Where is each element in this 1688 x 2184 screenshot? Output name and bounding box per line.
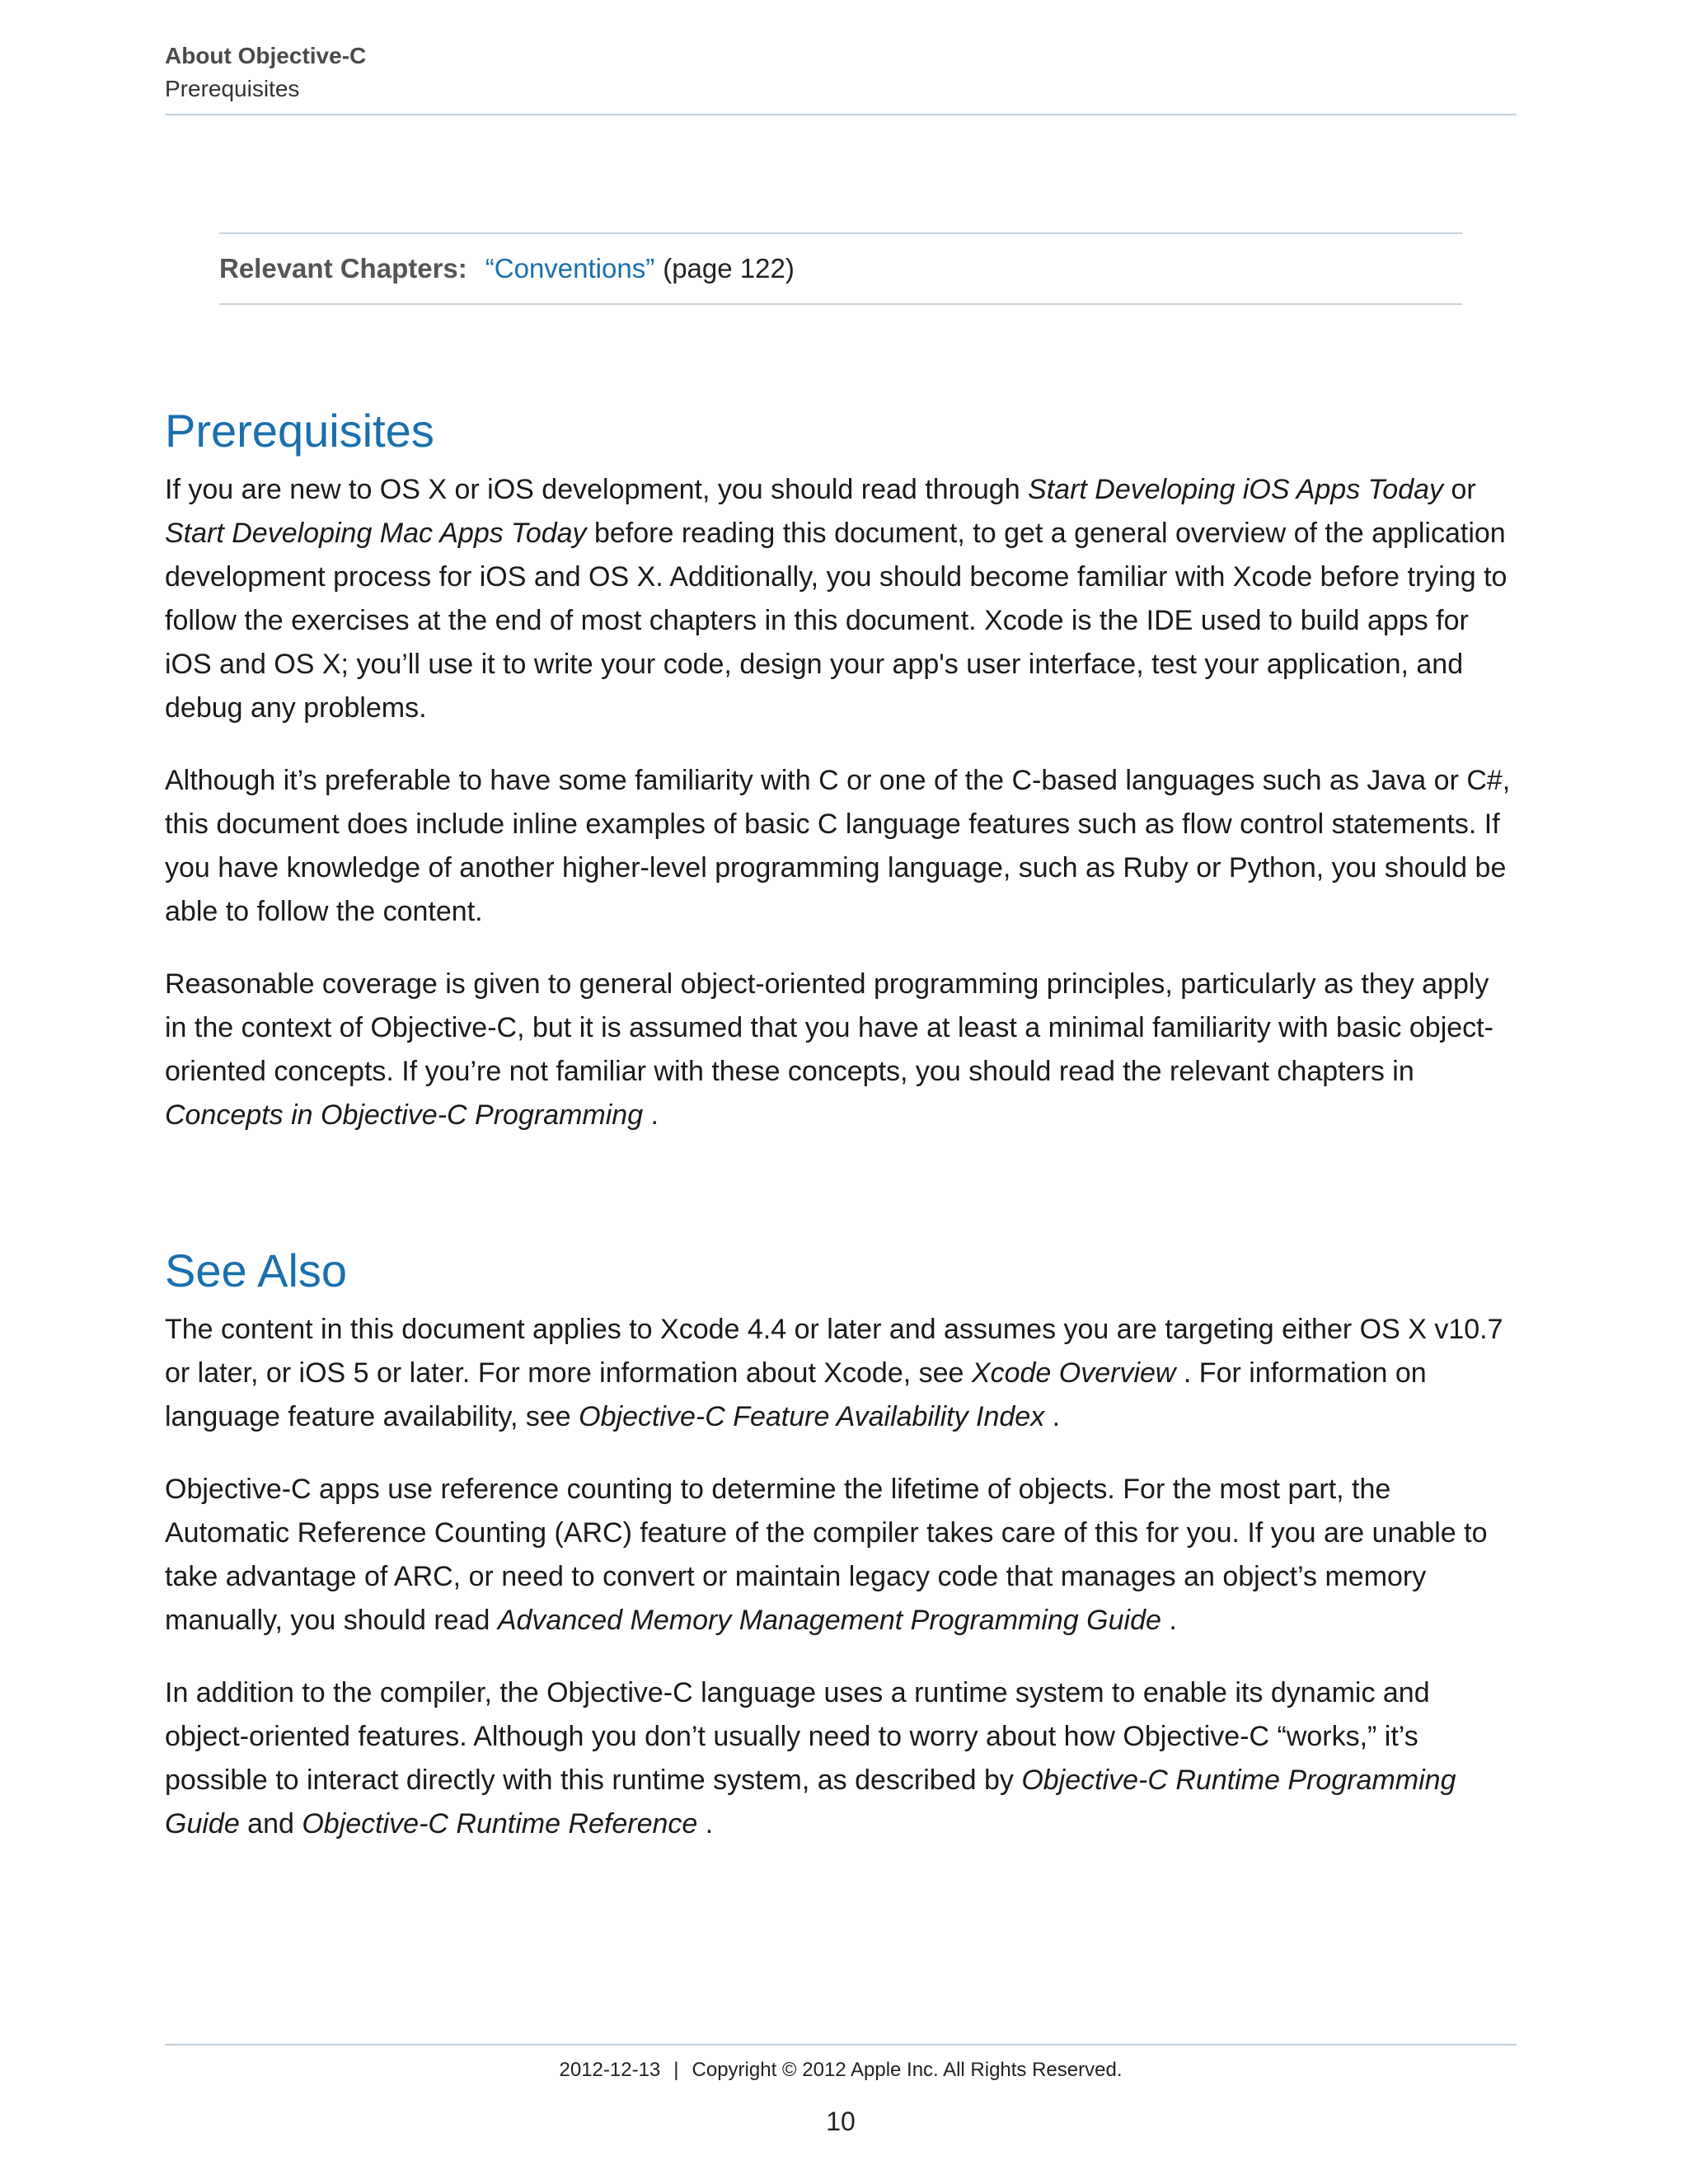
prerequisites-paragraph-1: If you are new to OS X or iOS development, you should read through Start Developing iOS Apps Today or Start Developing Mac Apps Today before reading this document, to get a general overview of the application development process for iOS and OS X. Additionally, you should become familiar with Xcode before trying to follow the exercises at the end of most chapters in this document. Xcode is the IDE used to build apps for iOS and OS X; you’ll use it to write your code, design your app's user interface, test your application, and debug any problems. <box>165 474 1507 724</box>
feature-availability-link[interactable]: Objective-C Feature Availability Index <box>579 1401 1045 1432</box>
section-spacer <box>165 1166 1518 1242</box>
relevant-chapters-box <box>219 232 1462 305</box>
conventions-page-ref: (page 122) <box>663 253 795 284</box>
see-also-paragraph-1: The content in this document applies to Xcode 4.4 or later and assumes you are targeting either OS X v10.7 or later, or iOS 5 or later. For more information about Xcode, see Xcode Overview . For information on language feature availability, see Objective-C Feature Availability Index . <box>165 1314 1503 1432</box>
prerequisites-paragraph-2: Although it’s preferable to have some familiarity with C or one of the C-based languages such as Java or C#, this document does include inline examples of basic C language features such as flow control statements. If you have knowledge of another higher-level programming language, such as Ruby or Python, you should be able to follow the content. <box>165 765 1511 927</box>
conventions-link[interactable]: “Conventions” <box>485 253 655 284</box>
runtime-reference-link[interactable]: Objective-C Runtime Reference <box>302 1808 698 1840</box>
see-also-paragraph-3: In addition to the compiler, the Objective-C language uses a runtime system to enable its dynamic and object-oriented features. Although you don’t usually need to worry about how Objective-C “works,” it’s possible to interact directly with this runtime system, as described by Objective-C Runtime Programming Guide and Objective-C Runtime Reference . <box>165 1677 1456 1840</box>
see-also-paragraph-2: Objective-C apps use reference counting to determine the lifetime of objects. For the most part, the Automatic Reference Counting (ARC) feature of the compiler takes care of this for you. If you are unable to take advantage of ARC, or need to convert or maintain legacy code that manages an object’s memory manually, you should read Advanced Memory Management Programming Guide . <box>165 1474 1488 1636</box>
start-developing-ios-link[interactable]: Start Developing iOS Apps Today <box>1028 474 1444 505</box>
start-developing-mac-link[interactable]: Start Developing Mac Apps Today <box>165 518 587 549</box>
running-header <box>165 40 1517 105</box>
running-header-chapter: About Objective-C <box>165 43 367 68</box>
prerequisites-paragraph-3: Reasonable coverage is given to general object-oriented programming principles, particularly as they apply in the context of Objective-C, but it is assumed that you have at least a minimal familiarity with basic object-oriented concepts. If you’re not familiar with these concepts, you should read the relevant chapters in Concepts in Objective-C Programming . <box>165 968 1493 1131</box>
running-header-section: Prerequisites <box>165 76 300 101</box>
relevant-chapters-label: Relevant Chapters: <box>219 253 467 284</box>
footer-separator: | <box>673 2059 679 2081</box>
page-number: 10 <box>826 2107 856 2136</box>
footer-date: 2012-12-13 <box>559 2059 661 2081</box>
footer <box>165 2055 1517 2085</box>
xcode-overview-link[interactable]: Xcode Overview <box>971 1357 1176 1389</box>
main-content <box>165 402 1518 1875</box>
runtime-programming-guide-link[interactable]: Objective-C Runtime Programming Guide <box>165 1765 1456 1840</box>
prerequisites-heading: Prerequisites <box>165 405 434 457</box>
footer-divider <box>165 2044 1517 2046</box>
footer-copyright: Copyright © 2012 Apple Inc. All Rights Reserved. <box>692 2059 1123 2081</box>
see-also-heading: See Also <box>165 1244 348 1296</box>
header-divider <box>165 114 1517 115</box>
concepts-objc-link[interactable]: Concepts in Objective-C Programming <box>165 1099 644 1131</box>
memory-management-guide-link[interactable]: Advanced Memory Management Programming Guide <box>497 1605 1161 1636</box>
